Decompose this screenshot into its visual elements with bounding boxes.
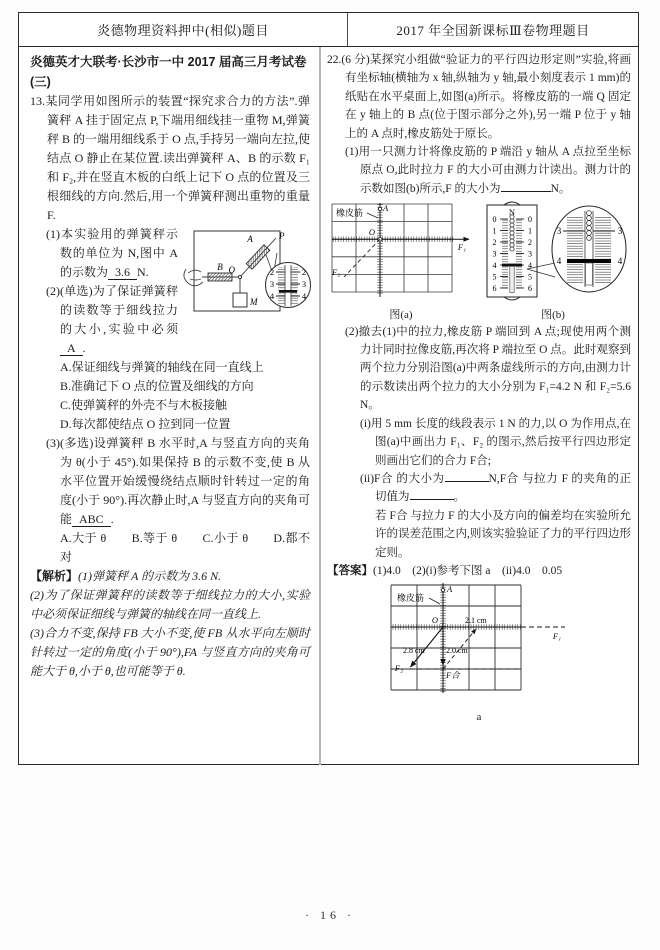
- analysis-p1: [30, 567, 310, 586]
- weight-m: [233, 293, 247, 307]
- item2ii-blank1: [445, 470, 489, 482]
- q22-item1-unit: N。: [550, 182, 571, 195]
- option-2a: A.保证细线与弹簧的轴线在同一直线上: [60, 360, 264, 374]
- figure-a: [327, 201, 475, 321]
- spring-scale-apparatus-diagram: [182, 227, 310, 329]
- left-column: [19, 47, 321, 765]
- scale-num-2l: 2: [269, 267, 275, 277]
- svg-text:4: 4: [528, 261, 532, 271]
- question-22-item1: [327, 143, 631, 198]
- scale-num-4r: 4: [301, 291, 307, 301]
- page-number: · 16 ·: [305, 908, 355, 922]
- svg-text:6: 6: [528, 284, 532, 294]
- ans-label-f2: F₂: [394, 663, 404, 674]
- item2ii-blank2: [410, 488, 454, 500]
- item3-answer: ABC: [72, 512, 111, 527]
- ans-dim-20: 2.0 cm: [446, 646, 468, 656]
- mag-pointer-band: [567, 259, 611, 263]
- svg-text:1: 1: [528, 226, 532, 236]
- answer-line: [327, 562, 631, 580]
- item3-period: .: [110, 512, 114, 526]
- figb-unit-n: N: [508, 207, 516, 218]
- figure-13: [182, 227, 310, 335]
- right-column: [321, 47, 638, 765]
- q22-item1-text: (1)用一只测力计将像皮筋的 P 端沿 y 轴从 A 点拉至坐标原点 O,此时拉力 F 的大小可由测力计读出。测力计的示数如图(b)所示,F 的大小为: [345, 146, 631, 195]
- scale-num-4l: 4: [269, 291, 275, 301]
- ans-rubber-band-label: 橡皮筋: [397, 593, 425, 604]
- grid-diagram-a: [327, 201, 475, 301]
- analysis-p3: (3)合力不变,保持 FB 大小不变,使 FB 从水平向左顺时针转过一定的角度(小于 90°),FA 与竖直方向的夹角可能大于 θ,小于 θ,也可能等于 θ.: [30, 626, 310, 678]
- scale-num-2r: 2: [301, 267, 307, 277]
- question-13-intro: 13.某同学用如图所示的装置“探究求合力的方法”.弹簧秤 A 挂于固定点 P,下端用细线挂一重物 M,弹簧秤 B 的一端用细线系于 O 点,手持另一端向左拉,使结点 O 静止在某位置.读出弹簧秤 A、B 的示数 F₁ 和 F₂,并在竖直木板的白纸上记下 O 点的位置及三根细线的方向.然后,用一个弹簧秤测出重物的重量 F.: [30, 94, 310, 222]
- svg-text:1: 1: [492, 226, 497, 236]
- figa-label-f2: F₂: [332, 267, 341, 278]
- figure-b-caption: 图(b): [541, 308, 565, 321]
- table-body-row: [19, 47, 638, 765]
- analysis-text1: (1)弹簧秤 A 的示数为 3.6 N.: [78, 569, 222, 583]
- magnified-view: [563, 211, 615, 287]
- figure13-label-o: O: [228, 265, 235, 275]
- item2-text: (2)(单选)为了保证弹簧秤的读数等于细线拉力的大小,实验中必须: [46, 284, 178, 336]
- options-3: A.大于 θ B.等于 θ C.小于 θ D.都不对: [60, 531, 310, 564]
- question-22-item2: (2)撤去(1)中的拉力,橡皮筋 P 端回到 A 点;现使用两个测力计同时拉像皮筋,再次将 P 端拉至 O 点。此时观察到两个拉力分别沿图(a)中两条虚线所示的方向,由测力计的示数读出两个拉力的大小分别为 F₁=4.2 N 和 F₂=5.6 N。: [345, 325, 631, 412]
- q22-item1-blank: [501, 180, 551, 192]
- pointer-3-6: [279, 290, 297, 293]
- figa-label-o: O: [368, 227, 375, 238]
- figa-label-a: A: [383, 203, 389, 214]
- meter-rod: [510, 267, 514, 293]
- point-o-marker: [238, 275, 241, 278]
- force-meter-diagram: [475, 201, 631, 301]
- svg-text:3: 3: [528, 249, 532, 259]
- question-22-intro: 22.(6 分)某探究小组做“验证力的平行四边形定则”实验,将画有坐标轴(横轴为 x 轴,纵轴为 y 轴,最小刻度表示 1 mm)的纸贴在水平桌面上,如图(a)所示。将橡皮筋的一端 Q 固定在 y 轴上的 B 点(位于图示部分之外),另一端 P 位于 y 轴上的 A 点时,橡皮筋处于原长。: [327, 54, 631, 140]
- f2-direction-dashed: [344, 239, 380, 277]
- exam-title: 炎德英才大联考·长沙市一中 2017 届高三月考试卷(三): [30, 55, 307, 89]
- option-2d: D.每次都使结点 O 拉到同一位置: [60, 417, 231, 431]
- mag-num-3r: 3: [617, 226, 623, 237]
- question-22-conclusion: 若 F合 与拉力 F 的大小及方向的偏差均在实验所允许的误差范围之内,则该实验验证了力的平行四边形定则。: [375, 509, 631, 559]
- item2-period: .: [82, 341, 86, 355]
- mag-num-4r: 4: [617, 256, 623, 267]
- question-13-body: [30, 225, 310, 358]
- point-a-marker: [378, 208, 381, 211]
- item2ii-text2: N,F合 与拉力 F 的夹角的正切值为: [375, 472, 631, 504]
- ans-label-a: A: [447, 584, 453, 595]
- figure13-label-a: A: [247, 234, 253, 244]
- svg-text:5: 5: [528, 272, 532, 282]
- scale-num-3l: 3: [269, 279, 275, 289]
- item2ii-period: 。: [453, 491, 465, 504]
- comparison-table: [18, 12, 639, 765]
- analysis-label: 【解析】: [30, 569, 79, 583]
- rubber-band-leader: [367, 213, 378, 218]
- header-left-title: 炎德物理资料押中(相似)题目: [19, 13, 348, 46]
- item1-unit: N.: [137, 265, 149, 279]
- figure-b: [475, 201, 631, 321]
- svg-text:6: 6: [492, 284, 497, 294]
- question-13-item3: [30, 434, 310, 529]
- figure13-label-p: P: [279, 231, 285, 241]
- item2-answer: A: [60, 341, 83, 356]
- figure13-label-m: M: [250, 297, 258, 307]
- mag-num-4l: 4: [556, 256, 562, 267]
- ans-dim-28: 2.8 cm: [403, 646, 425, 656]
- figa-label-f1: F₁: [457, 242, 467, 253]
- svg-text:3: 3: [492, 249, 497, 259]
- option-2c: C.使弹簧秤的外壳不与木板接触: [60, 398, 228, 412]
- minor-ticks-right: [516, 219, 522, 289]
- rubber-band-leader-ans: [429, 598, 440, 604]
- ans-dim-21: 2.1 cm: [465, 616, 487, 626]
- ans-label-fhe: F合: [446, 670, 460, 681]
- answer-figure-caption: a: [476, 710, 482, 723]
- svg-text:0: 0: [528, 215, 532, 225]
- header-right-title: 2017 年全国新课标Ⅲ卷物理题目: [396, 23, 590, 38]
- question-22-item2i: (i)用 5 mm 长度的线段表示 1 N 的力,以 O 为作用点,在图(a)中画出力 F₁、F₂ 的图示,然后按平行四边形定则画出它们的合力 F合;: [360, 417, 631, 467]
- ans-label-o: O: [431, 615, 438, 626]
- option-2b: B.准确记下 O 点的位置及细线的方向: [60, 379, 254, 393]
- item3-text: (3)(多选)设弹簧秤 B 水平时,A 与竖直方向的夹角为 θ(小于 45°).如果保持 B 的示数不变,使 B 从水平位置开始缓慢绕结点顺时针转过一定的角度(小于 90°).再次静止时,A 与竖直方向的夹角可能: [46, 436, 310, 526]
- svg-text:2: 2: [492, 238, 497, 248]
- question-22-item2ii: [327, 470, 631, 507]
- svg-text:2: 2: [528, 238, 532, 248]
- scale-num-3r: 3: [301, 279, 307, 289]
- figa-rubber-band-label: 橡皮筋: [336, 208, 364, 219]
- figure13-label-b: B: [217, 262, 223, 272]
- item1-text: (1)本实验用的弹簧秤示数的单位为 N,图中 A 的示数为: [46, 227, 178, 279]
- point-a-marker-ans: [441, 589, 444, 592]
- analysis-p2: (2)为了保证弹簧秤的读数等于细线拉力的大小,实验中必须保证细线与弹簧的轴线在同一直线上.: [30, 588, 310, 621]
- minor-ticks-left: [502, 219, 508, 289]
- table-header-row: [19, 13, 638, 47]
- item1-answer: 3.6: [108, 265, 137, 280]
- svg-text:0: 0: [492, 215, 497, 225]
- figures-row: [327, 201, 631, 321]
- answer-label: 【答案】: [327, 564, 373, 577]
- ans-label-f1: F₁: [552, 631, 562, 642]
- mag-num-3l: 3: [556, 226, 562, 237]
- pointer-at-4: [502, 264, 522, 267]
- answer-parallelogram-diagram: [379, 581, 579, 703]
- item2ii-text1: (ii)F合 的大小为: [360, 472, 445, 485]
- svg-text:4: 4: [492, 261, 497, 271]
- answer-text: (1)4.0 (2)(i)参考下图 a (ii)4.0 0.05: [373, 564, 563, 577]
- svg-text:5: 5: [492, 272, 497, 282]
- answer-figure: [327, 581, 631, 723]
- figure-a-caption: 图(a): [389, 308, 413, 321]
